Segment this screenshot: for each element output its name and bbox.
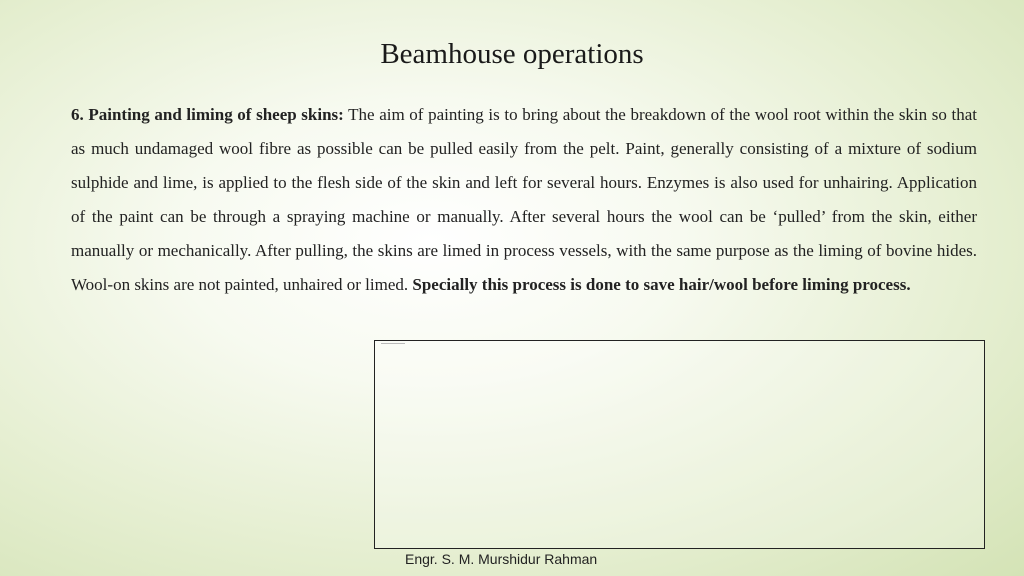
image-corner-mark bbox=[381, 343, 405, 344]
slide-title: Beamhouse operations bbox=[380, 38, 644, 70]
paragraph-heading: 6. Painting and liming of sheep skins: bbox=[71, 105, 344, 124]
image-placeholder bbox=[374, 340, 985, 549]
footer-author: Engr. S. M. Murshidur Rahman bbox=[405, 551, 598, 567]
paragraph-text: The aim of painting is to bring about the breakdown of the wool root within the skin so that as much undamaged wool fibre as possible can be pulled easily from the pelt. Paint, generally consisting of a mixture of sodium sulphide and lime, is applied to the flesh side of the skin and left for several hours. Enzymes is also used for unhairing. Application of the paint can be through a spraying machine or manually. After several hours the wool can be ‘pulled’ from the skin, either manually or mechanically. After pulling, the skins are limed in process vessels, with the same purpose as the liming of bovine hides. Wool-on skins are not painted, unhaired or limed. bbox=[71, 105, 977, 294]
body-paragraph bbox=[71, 98, 977, 302]
paragraph-emphasis: Specially this process is done to save hair/wool before liming process. bbox=[412, 275, 911, 294]
